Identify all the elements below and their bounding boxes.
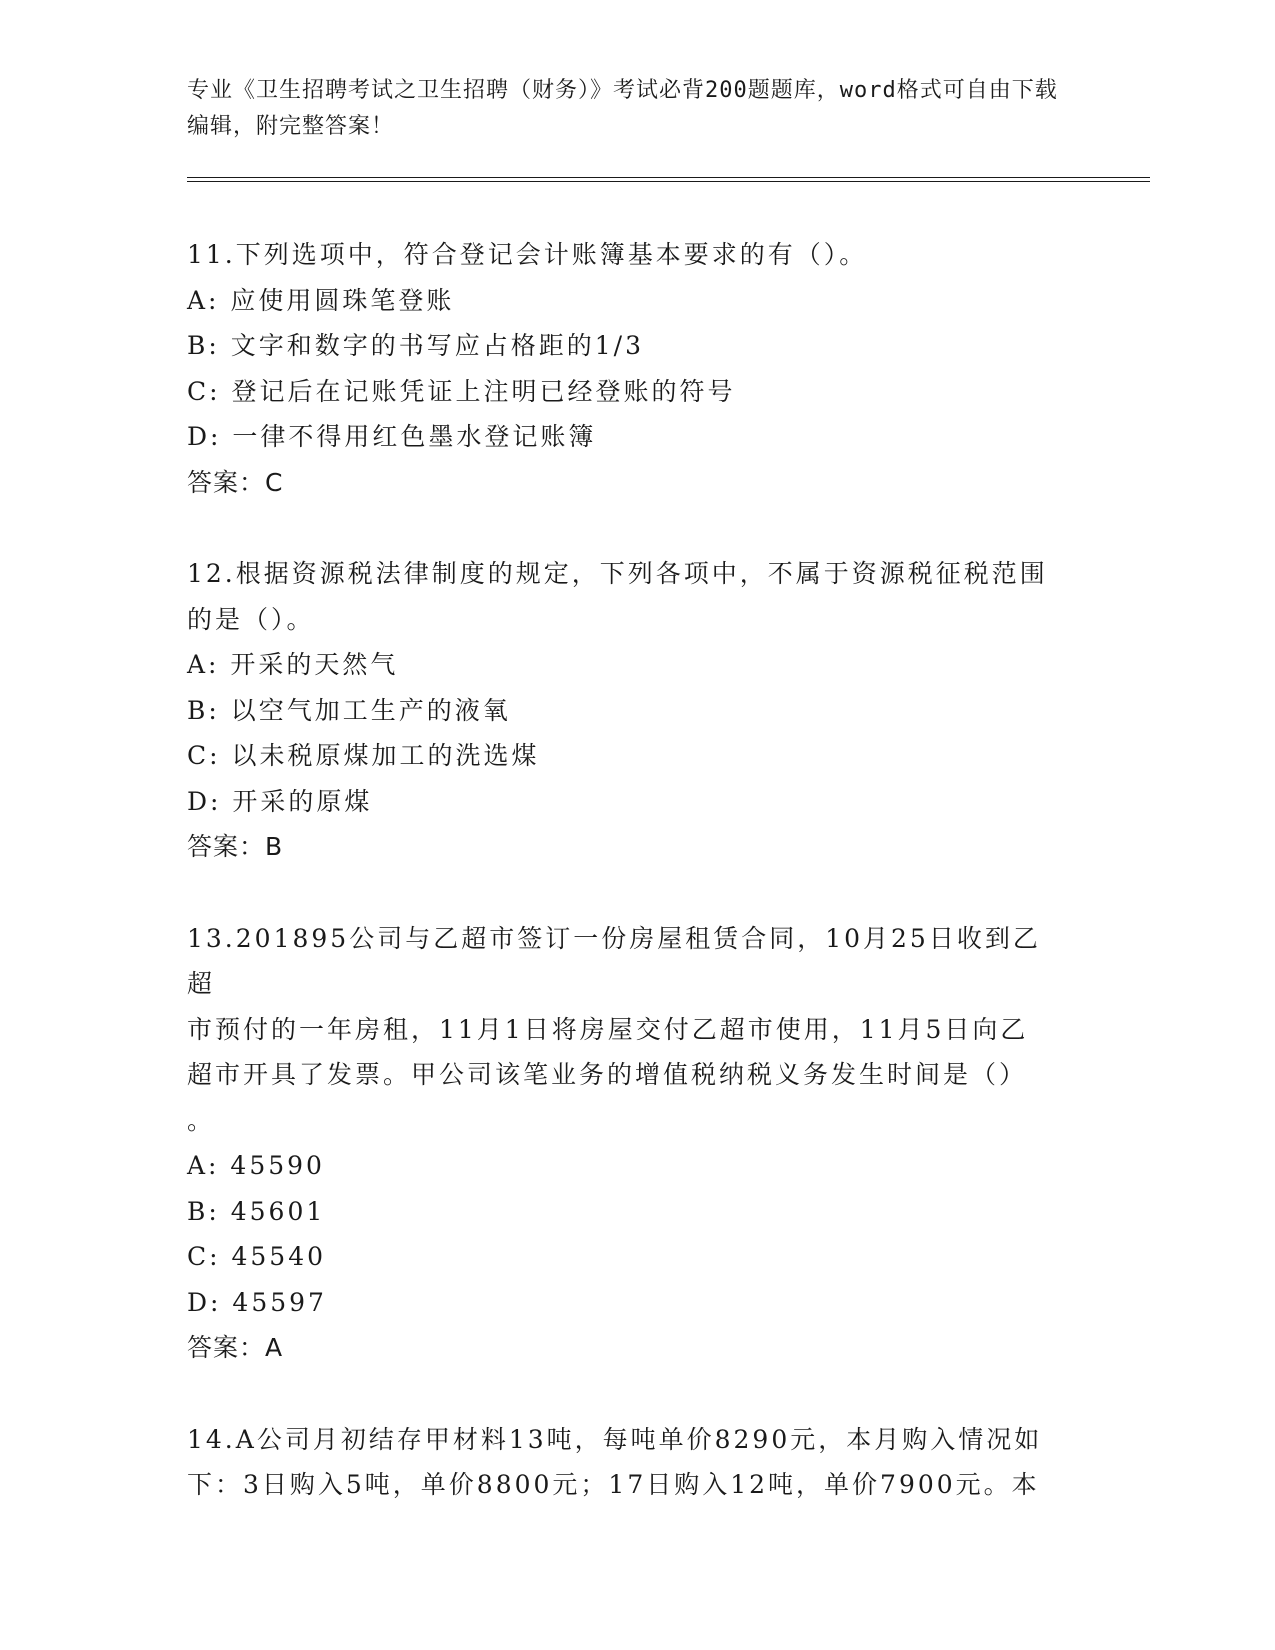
option-b: B: 文字和数字的书写应占格距的1/3 bbox=[187, 331, 644, 360]
question-14 bbox=[187, 1417, 1067, 1508]
question-12 bbox=[187, 551, 1067, 870]
header-divider-bottom bbox=[187, 181, 1150, 182]
option-c: C: 登记后在记账凭证上注明已经登账的符号 bbox=[187, 376, 736, 406]
answer: 答案：C bbox=[187, 467, 284, 497]
question-stem-continued: 。 bbox=[187, 1105, 216, 1135]
answer: 答案：B bbox=[187, 832, 284, 861]
option-a: A: 应使用圆珠笔登账 bbox=[187, 285, 455, 315]
question-stem-continued: 下：3日购入5吨，单价8800元；17日购入12吨，单价7900元。本 bbox=[187, 1470, 1040, 1499]
answer: 答案：A bbox=[187, 1333, 284, 1362]
question-11 bbox=[187, 232, 1067, 505]
question-stem: 14.A公司月初结存甲材料13吨，每吨单价8290元，本月购入情况如 bbox=[187, 1424, 1043, 1454]
option-a: A: 开采的天然气 bbox=[187, 650, 399, 679]
question-list bbox=[187, 232, 1067, 1554]
document-header: 专业《卫生招聘考试之卫生招聘（财务）》考试必背200题题库，word格式可自由下载编辑，附完整答案！ bbox=[187, 78, 1058, 139]
question-stem: 12.根据资源税法律制度的规定，下列各项中，不属于资源税征税范围 bbox=[187, 559, 1048, 588]
option-b: B: 以空气加工生产的液氧 bbox=[187, 695, 511, 725]
option-d: D: 开采的原煤 bbox=[187, 786, 373, 816]
question-13 bbox=[187, 916, 1067, 1371]
question-stem-continued: 超市开具了发票。甲公司该笔业务的增值税纳税义务发生时间是（） bbox=[187, 1060, 1028, 1089]
question-stem-continued: 的是（）。 bbox=[187, 604, 315, 634]
header-divider-top bbox=[187, 177, 1150, 178]
option-d: D: 一律不得用红色墨水登记账簿 bbox=[187, 422, 597, 451]
option-c: C: 45540 bbox=[187, 1242, 327, 1271]
option-a: A: 45590 bbox=[187, 1151, 325, 1180]
option-c: C: 以未税原煤加工的洗选煤 bbox=[187, 741, 540, 770]
question-stem: 13.201895公司与乙超市签订一份房屋租赁合同，10月25日收到乙超 bbox=[187, 923, 1041, 998]
question-stem: 11.下列选项中，符合登记会计账簿基本要求的有（）。 bbox=[187, 240, 868, 269]
question-stem-continued: 市预付的一年房租，11月1日将房屋交付乙超市使用，11月5日向乙 bbox=[187, 1014, 1029, 1044]
option-b: B: 45601 bbox=[187, 1196, 326, 1226]
option-d: D: 45597 bbox=[187, 1287, 327, 1317]
